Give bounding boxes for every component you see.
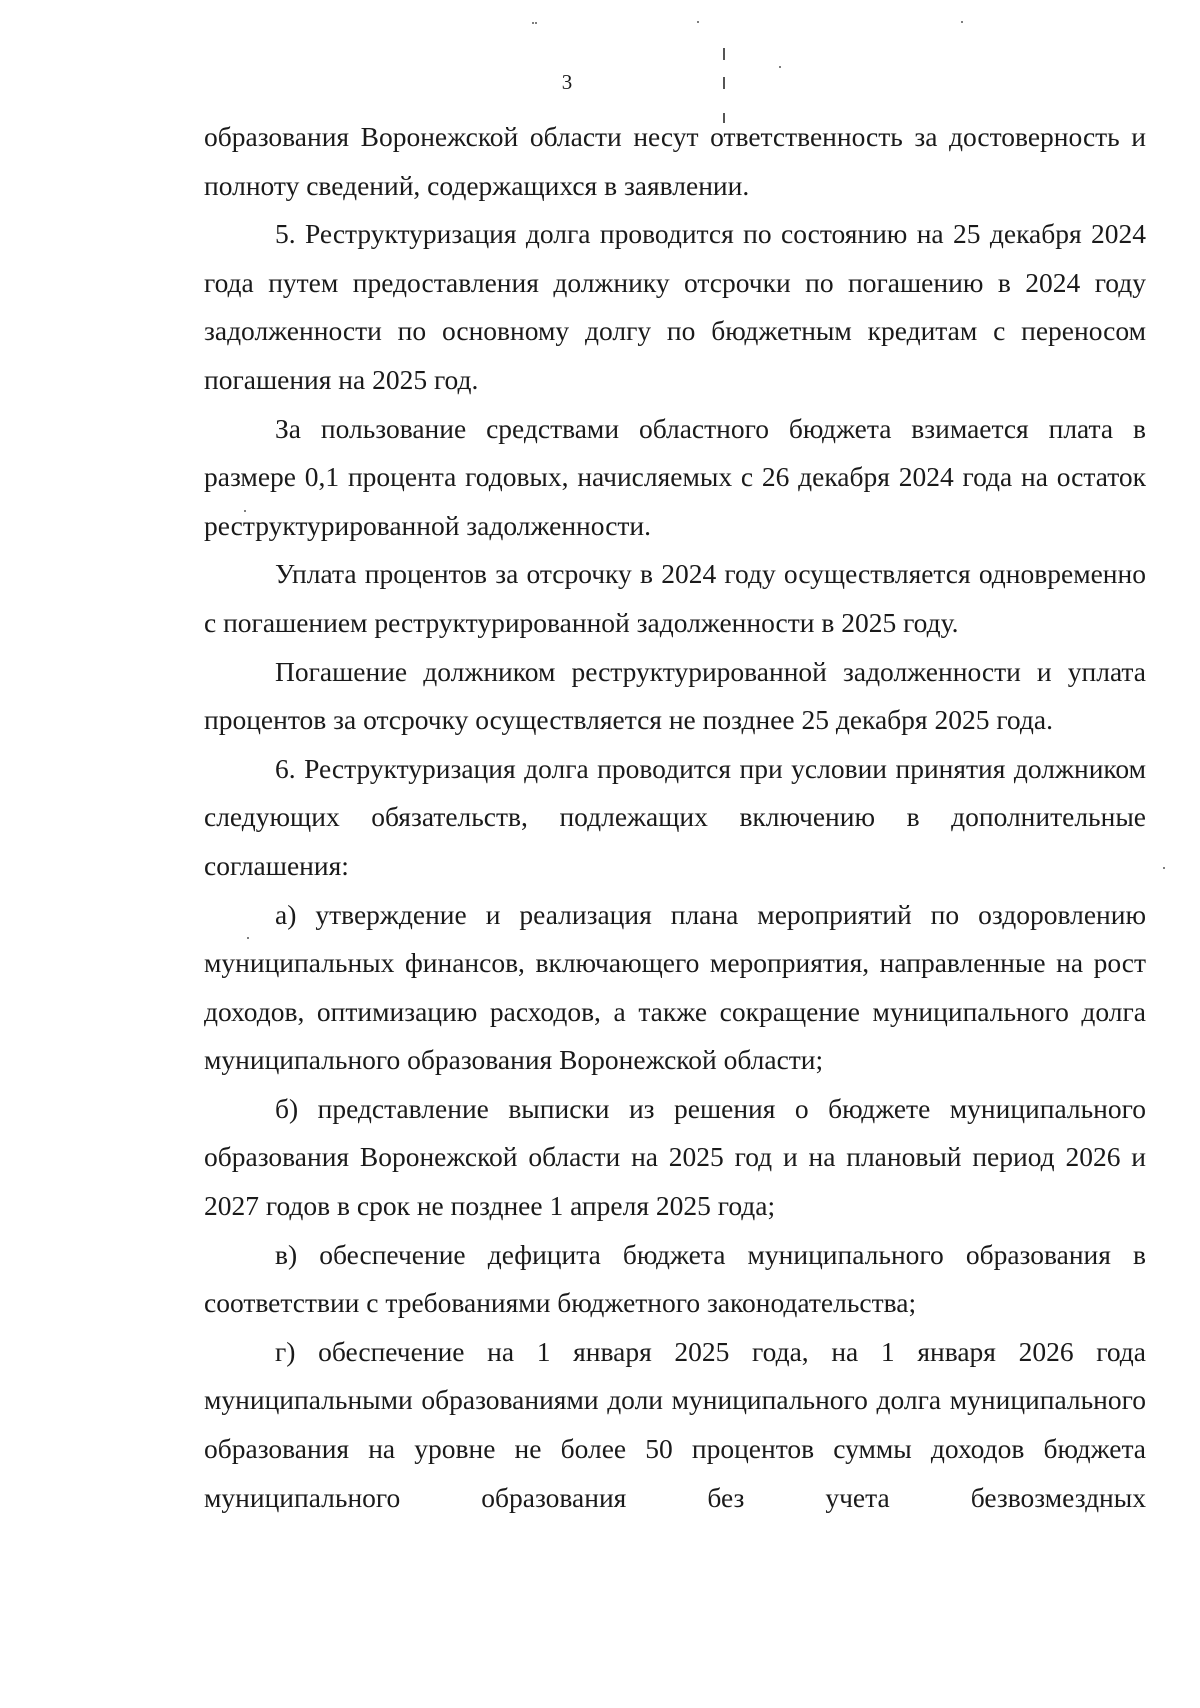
paragraph-item-6: 6. Реструктуризация долга проводится при условии принятия должником следующих обязательств, подлежащих включению в дополнительные соглашения: [204, 752, 1146, 881]
page-number: 3 [561, 70, 573, 94]
paragraph-interest-payment: Уплата процентов за отсрочку в 2024 году осуществляется одновременно с погашением реструктурированной задолженности в 2025 году. [204, 558, 1146, 638]
list-item-v: в) обеспечение дефицита бюджета муниципального образования в соответствии с требованиями бюджетного законодательства; [204, 1238, 1146, 1319]
list-item-b: б) представление выписки из решения о бюджете муниципального образования Воронежской области на 2025 год и на плановый период 2026 и 2027 годов в срок не позднее 1 апреля 2025 года; [204, 1092, 1146, 1222]
document-body [204, 113, 1146, 1522]
scan-artifact [779, 66, 781, 68]
paragraph-repayment-deadline: Погашение должником реструктурированной задолженности и уплата процентов за отсрочку осуществляется не позднее 25 декабря 2025 года. [204, 655, 1146, 736]
list-item-g: г) обеспечение на 1 января 2025 года, на 1 января 2026 года муниципальными образованиями доли муниципального долга муниципального образования на уровне не более 50 процентов суммы доходов бюджета муниципального образования без учета безвозмездных [204, 1335, 1146, 1513]
paragraph-continuation: образования Воронежской области несут ответственность за достоверность и полноту сведений, содержащихся в заявлении. [204, 121, 1146, 201]
scan-artifact [1163, 867, 1165, 869]
paragraph-interest-fee: За пользование средствами областного бюджета взимается плата в размере 0,1 процента годовых, начисляемых с 26 декабря 2024 года на остаток реструктурированной задолженности. [204, 412, 1146, 541]
scan-artifact [535, 22, 537, 24]
list-item-a: а) утверждение и реализация плана мероприятий по оздоровлению муниципальных финансов, включающего мероприятия, направленные на рост доходов, оптимизацию расходов, а также сокращение муниципального долга муниципального образования Воронежской области; [204, 898, 1146, 1076]
paragraph-item-5: 5. Реструктуризация долга проводится по состоянию на 25 декабря 2024 года путем предоставления должнику отсрочки по погашению в 2024 году задолженности по основному долгу по бюджетным кредитам с переносом погашения на 2025 год. [204, 218, 1146, 395]
scan-artifact [961, 21, 963, 23]
scan-artifact [723, 48, 725, 60]
scan-artifact [532, 22, 534, 24]
scan-artifact [697, 21, 699, 23]
